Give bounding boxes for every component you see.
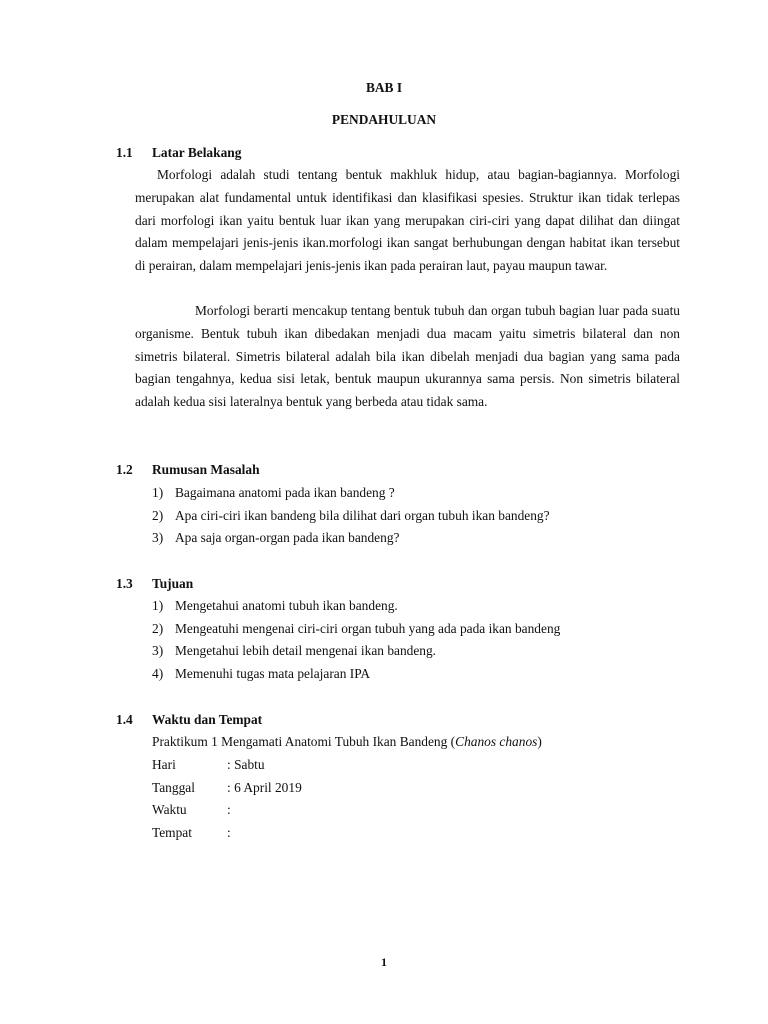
- chapter-label: BAB I: [365, 80, 403, 95]
- list-number: 2): [152, 507, 164, 523]
- practicum-text-end: ): [537, 734, 542, 749]
- section-title: Rumusan Masalah: [152, 462, 260, 477]
- list-number: 3): [152, 530, 164, 546]
- page-number: 1: [381, 955, 387, 969]
- problem-list: [152, 482, 550, 550]
- list-item: [152, 663, 560, 686]
- list-item: [152, 595, 560, 618]
- section-title: Tujuan: [152, 576, 194, 591]
- list-text: Apa saja organ-organ pada ikan bandeng?: [175, 530, 400, 546]
- list-item: [152, 482, 550, 505]
- practicum-line: [152, 734, 542, 750]
- list-item: [152, 527, 550, 550]
- list-text: Mengetahui anatomi tubuh ikan bandeng.: [175, 598, 398, 613]
- info-label: Waktu: [152, 802, 187, 818]
- chapter-title: PENDAHULUAN: [331, 112, 437, 127]
- species-name: Chanos chanos: [455, 734, 538, 749]
- info-label: Tempat: [152, 824, 192, 840]
- schedule-info: [152, 754, 302, 844]
- list-number: 4): [152, 665, 164, 681]
- info-value: : 6 April 2019: [227, 779, 302, 795]
- practicum-text: Praktikum 1 Mengamati Anatomi Tubuh Ikan Bandeng (: [152, 734, 456, 749]
- paragraph: Morfologi berarti mencakup tentang bentuk tubuh dan organ tubuh bagian luar pada suatu organisme. Bentuk tubuh ikan dibedakan menjadi dua macam yaitu simetris bilateral dan non simetris bilateral. Simetris bilateral adalah bila ikan dibelah menjadi dua bagian yang sama pada bagian tengahnya, kedua sisi letak, bentuk maupun ukurannya sama persis. Non simetris bilateral adalah kedua sisi lateralnya bentuk yang berbeda atau tidak sama.: [135, 303, 680, 410]
- list-text: Apa ciri-ciri ikan bandeng bila dilihat dari organ tubuh ikan bandeng?: [175, 507, 550, 523]
- section-title: Latar Belakang: [152, 145, 242, 160]
- list-item: [152, 618, 560, 641]
- list-item: [152, 505, 550, 528]
- list-text: Bagaimana anatomi pada ikan bandeng ?: [175, 485, 395, 500]
- paragraph: Morfologi adalah studi tentang bentuk makhluk hidup, atau bagian-bagiannya. Morfologi merupakan alat fundamental untuk identifikasi dan klasifikasi spesies. Struktur ikan tidak terlepas dari morfologi ikan yaitu bentuk luar ikan yang merupakan ciri-ciri yang dapat dilihat dan diingat dalam mempelajari jenis-jenis ikan.morfologi ikan sangat berhubungan dengan habitat ikan tersebut di perairan, dalam mempelajari jenis-jenis ikan pada perairan laut, payau maupun tawar.: [135, 167, 680, 274]
- objective-list: [152, 595, 560, 685]
- info-label: Hari: [152, 757, 176, 772]
- info-value: :: [227, 802, 231, 818]
- info-row: [152, 799, 302, 822]
- list-number: 3): [152, 643, 164, 659]
- list-number: 1): [152, 598, 164, 613]
- info-label: Tanggal: [152, 779, 195, 795]
- info-row: [152, 777, 302, 800]
- info-row: [152, 822, 302, 845]
- section-number: 1.1: [116, 145, 133, 160]
- list-number: 1): [152, 485, 164, 500]
- info-value: :: [227, 824, 231, 840]
- section-number: 1.3: [116, 576, 133, 591]
- list-number: 2): [152, 620, 164, 636]
- section-title: Waktu dan Tempat: [152, 712, 263, 727]
- info-row: [152, 754, 302, 777]
- list-text: Memenuhi tugas mata pelajaran IPA: [175, 665, 371, 681]
- info-value: : Sabtu: [227, 757, 265, 772]
- list-text: Mengeatuhi mengenai ciri-ciri organ tubuh yang ada pada ikan bandeng: [175, 620, 561, 636]
- list-text: Mengetahui lebih detail mengenai ikan bandeng.: [175, 643, 437, 659]
- section-number: 1.2: [116, 462, 133, 477]
- section-number: 1.4: [116, 712, 133, 727]
- list-item: [152, 640, 560, 663]
